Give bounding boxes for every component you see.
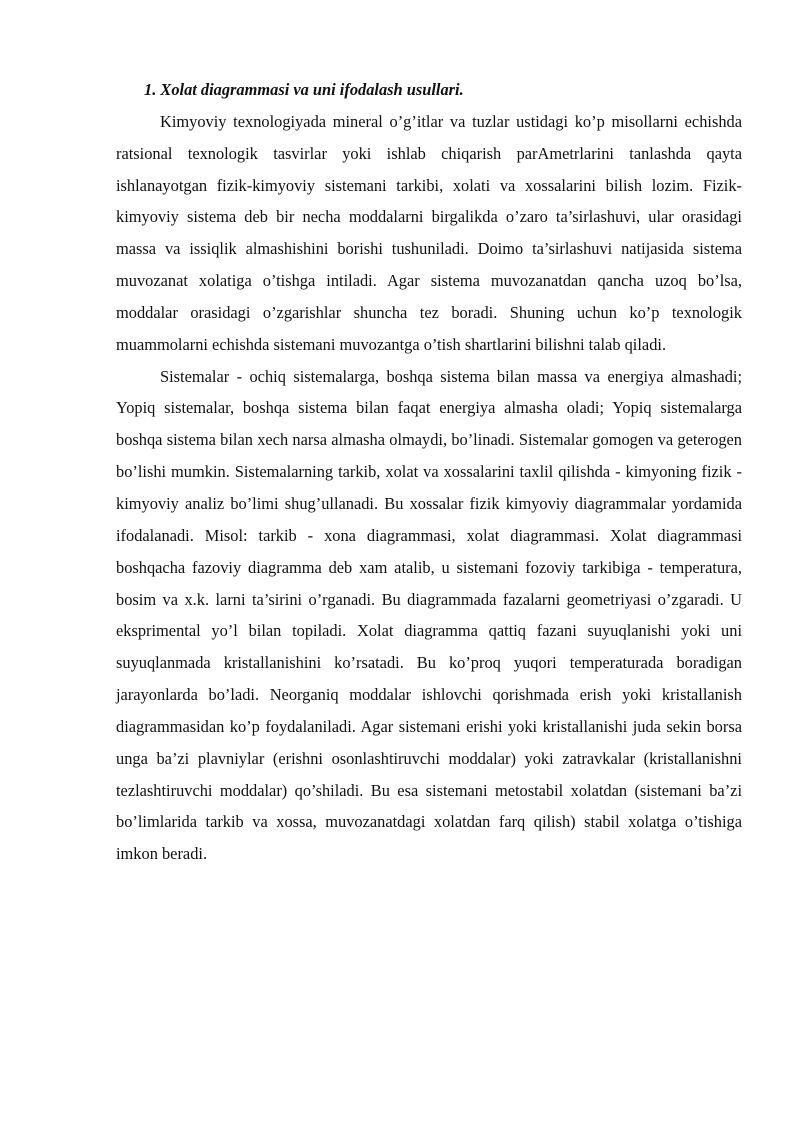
document-page [116,74,742,870]
section-heading: 1. Xolat diagrammasi va uni ifodalash usullari. [144,80,464,99]
paragraph-1: Kimyoviy texnologiyada mineral o’g’itlar va tuzlar ustidagi ko’p misollarni echishda ratsional texnologik tasvirlar yoki ishlab chiqarish parAmetrlarini tanlashda qayta ishlanayotgan fizik-kimyoviy sistemani tarkibi, xolati va xossalarini bilish lozim. Fizik-kimyoviy sistema deb bir necha moddalarni birgalikda o’zaro ta’sirlashuvi, ular orasidagi massa va issiqlik almashishini borishi tushuniladi. Doimo ta’sirlashuvi natijasida sistema muvozanat xolatiga o’tishga intiladi. Agar sistema muvozanatdan qancha uzoq bo’lsa, moddalar orasidagi o’zgarishlar shuncha tez boradi. Shuning uchun ko’p texnologik muammolarni echishda sistemani muvozantga o’tish shartlarini bilishni talab qiladi. [116,111,742,354]
paragraph-2: Sistemalar - ochiq sistemalarga, boshqa sistema bilan massa va energiya almashadi; Yopiq sistemalar, boshqa sistema bilan faqat energiya almasha oladi; Yopiq sistemalarga boshqa sistema bilan xech narsa almasha olmaydi, bo’linadi. Sistemalar gomogen va geterogen bo’lishi mumkin. Sistemalarning tarkib, xolat va xossalarini taxlil qilishda - kimyoning fizik - kimyoviy analiz bo’limi shug’ullanadi. Bu xossalar fizik kimyoviy diagrammalar yordamida ifodalanadi. Misol: tarkib - xona diagrammasi, xolat diagrammasi. Xolat diagrammasi boshqacha fazoviy diagramma deb xam atalib, u sistemani fozoviy tarkibiga - temperatura, bosim va x.k. larni ta’sirini o’rganadi. Bu diagrammada fazalarni geometriyasi o’zgaradi. U eksprimental yo’l bilan topiladi. Xolat diagramma qattiq fazani suyuqlanishi yoki uni suyuqlanmada kristallanishini ko’rsatadi. Bu ko’proq yuqori temperaturada boradigan jarayonlarda bo’ladi. Neorganiq moddalar ishlovchi qorishmada erish yoki kristallanish diagrammasidan ko’p foydalaniladi. Agar sistemani erishi yoki kristallanishi juda sekin borsa unga ba’zi plavniylar (erishni osonlashtiruvchi moddalar) yoki zatravkalar (kristallanishni tezlashtiruvchi moddalar) qo’shiladi. Bu esa sistemani metostabil xolatdan (sistemani ba’zi bo’limlarida tarkib va xossa, muvozanatdagi xolatdan farq qilish) stabil xolatga o’tishiga imkon beradi. [116,366,742,864]
